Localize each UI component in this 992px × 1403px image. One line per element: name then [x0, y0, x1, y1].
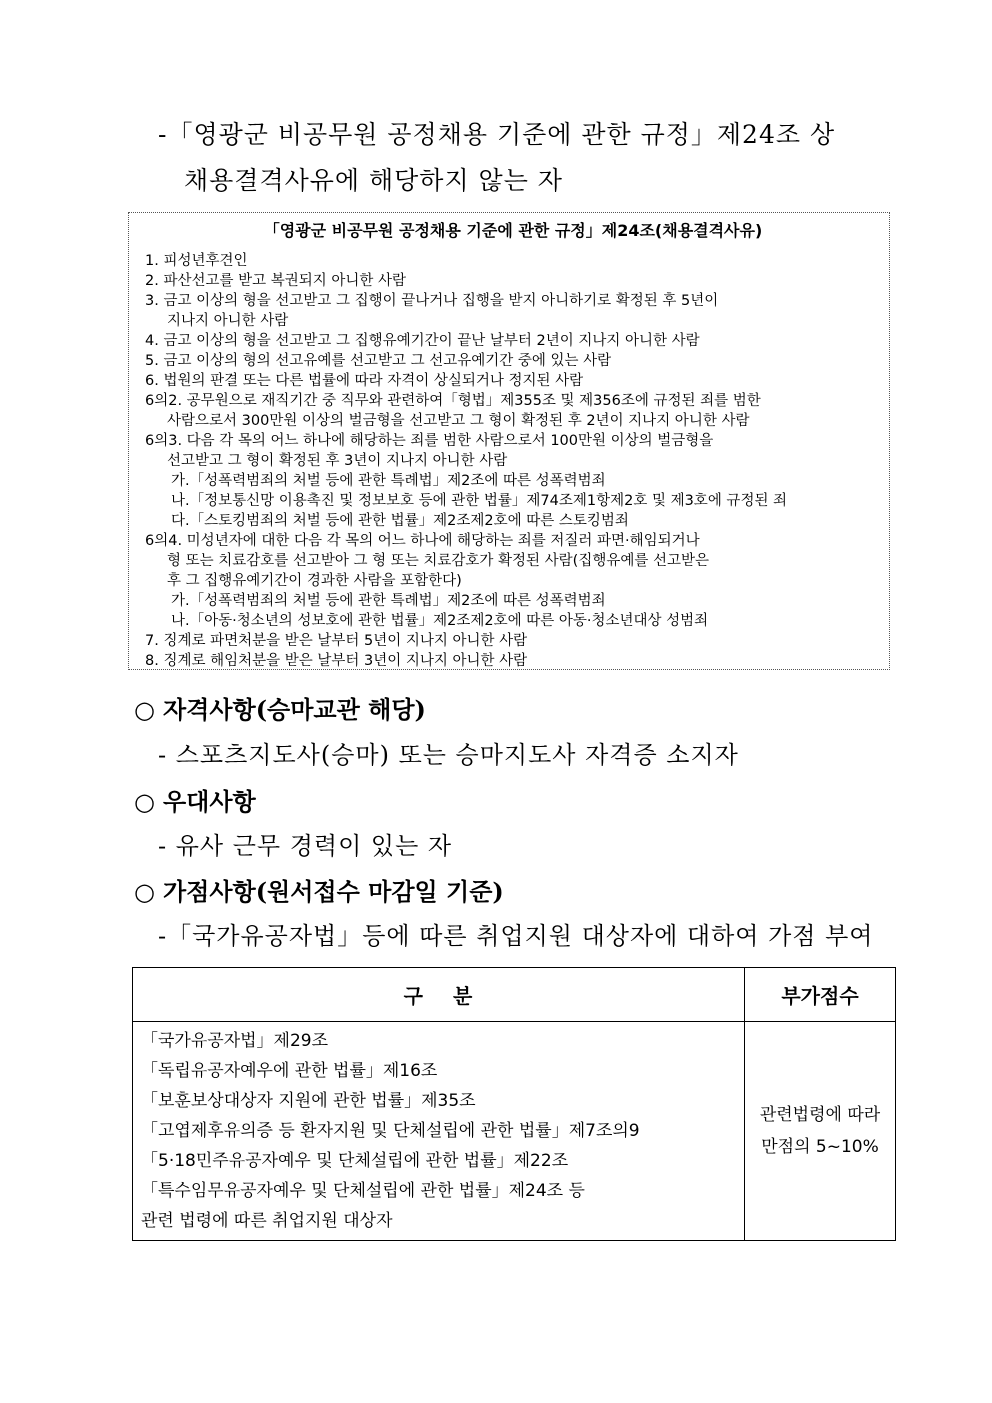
- section-heading-preference: [134, 782, 256, 817]
- header-score: 부가점수: [745, 968, 896, 1022]
- law-line: 관련 법령에 따른 취업지원 대상자: [141, 1211, 393, 1231]
- list-item: 3. 금고 이상의 형을 선고받고 그 집행이 끝나거나 집행을 받지 아니하기로 확정된 후 5년이: [145, 293, 719, 309]
- score-cell: [745, 1022, 896, 1241]
- circle-bullet-icon: ○: [134, 696, 155, 724]
- list-item: 1. 피성년후견인: [145, 253, 248, 269]
- score-line-1: 관련법령에 따라: [759, 1105, 881, 1125]
- section-title: 가점사항(원서접수 마감일 기준): [162, 877, 504, 906]
- score-line-2: 만점의 5~10%: [761, 1137, 879, 1157]
- circle-bullet-icon: ○: [134, 878, 155, 906]
- intro-line-2: 채용결격사유에 해당하지 않는 자: [184, 166, 563, 195]
- bonus-points-table: [132, 967, 896, 1241]
- section-heading-qualification: [134, 690, 426, 725]
- list-item: 5. 금고 이상의 형의 선고유예를 선고받고 그 선고유예기간 중에 있는 사람: [145, 353, 612, 369]
- list-item-continuation: 사람으로서 300만원 이상의 벌금형을 선고받고 그 형이 확정된 후 2년이 지나지 아니한 사람: [167, 413, 750, 429]
- section-title: 우대사항: [162, 787, 256, 816]
- list-subitem: 다.「스토킹범죄의 처벌 등에 관한 법률」제2조제2호에 따른 스토킹범죄: [171, 513, 629, 529]
- header-category: 구분: [133, 968, 745, 1022]
- list-item-continuation: 선고받고 그 형이 확정된 후 3년이 지나지 아니한 사람: [167, 453, 508, 469]
- list-item: 6의3. 다음 각 목의 어느 하나에 해당하는 죄를 범한 사람으로서 100만원 이상의 벌금형을: [145, 433, 714, 449]
- laws-cell: [133, 1022, 745, 1241]
- table-row: [133, 1022, 896, 1241]
- list-subitem: 가.「성폭력범죄의 처벌 등에 관한 특례법」제2조에 따른 성폭력범죄: [171, 593, 606, 609]
- law-line: 「특수임무유공자예우 및 단체설립에 관한 법률」제24조 등: [141, 1181, 585, 1201]
- list-item: 8. 징계로 해임처분을 받은 날부터 3년이 지나지 아니한 사람: [145, 653, 528, 669]
- section-detail-preference: - 유사 근무 경력이 있는 자: [158, 832, 453, 860]
- section-detail-qualification: - 스포츠지도사(승마) 또는 승마지도사 자격증 소지자: [158, 741, 739, 769]
- list-subitem: 가.「성폭력범죄의 처벌 등에 관한 특례법」제2조에 따른 성폭력범죄: [171, 473, 606, 489]
- list-item: 7. 징계로 파면처분을 받은 날부터 5년이 지나지 아니한 사람: [145, 633, 528, 649]
- list-item-continuation: 형 또는 치료감호를 선고받아 그 형 또는 치료감호가 확정된 사람(집행유예를 선고받은: [167, 553, 709, 569]
- list-item: 6의2. 공무원으로 재직기간 중 직무와 관련하여「형법」제355조 및 제356조에 규정된 죄를 범한: [145, 393, 761, 409]
- box-title: 「영광군 비공무원 공정채용 기준에 관한 규정」제24조(채용결격사유): [263, 221, 763, 240]
- intro-paragraph: [158, 112, 918, 204]
- law-line: 「독립유공자예우에 관한 법률」제16조: [141, 1061, 438, 1081]
- law-line: 「보훈보상대상자 지원에 관한 법률」제35조: [141, 1091, 476, 1111]
- circle-bullet-icon: ○: [134, 788, 155, 816]
- list-subitem: 나.「정보통신망 이용촉진 및 정보보호 등에 관한 법률」제74조제1항제2호 및 제3호에 규정된 죄: [171, 493, 788, 509]
- section-title: 자격사항(승마교관 해당): [162, 695, 426, 724]
- law-line: 「5·18민주유공자예우 및 단체설립에 관한 법률」제22조: [141, 1151, 569, 1171]
- list-item: 6의4. 미성년자에 대한 다음 각 목의 어느 하나에 해당하는 죄를 저질러 파면·해임되거나: [145, 533, 700, 549]
- list-item: 6. 법원의 판결 또는 다른 법률에 따라 자격이 상실되거나 정지된 사람: [145, 373, 584, 389]
- list-item-continuation: 지나지 아니한 사람: [167, 313, 289, 329]
- law-line: 「국가유공자법」제29조: [141, 1031, 329, 1051]
- section-detail-bonus: -「국가유공자법」등에 따른 취업지원 대상자에 대하여 가점 부여: [158, 922, 874, 950]
- list-item: 2. 파산선고를 받고 복권되지 아니한 사람: [145, 273, 406, 289]
- law-line: 「고엽제후유의증 등 환자지원 및 단체설립에 관한 법률」제7조의9: [141, 1121, 640, 1141]
- list-item-continuation: 후 그 집행유예기간이 경과한 사람을 포함한다): [167, 573, 462, 589]
- disqualification-list: [145, 251, 881, 671]
- list-item: 4. 금고 이상의 형을 선고받고 그 집행유예기간이 끝난 날부터 2년이 지나지 아니한 사람: [145, 333, 700, 349]
- table-header-row: [133, 968, 896, 1022]
- section-heading-bonus: [134, 872, 504, 907]
- list-subitem: 나.「아동·청소년의 성보호에 관한 법률」제2조제2호에 따른 아동·청소년대상 성범죄: [171, 613, 709, 629]
- intro-line-1: -「영광군 비공무원 공정채용 기준에 관한 규정」제24조 상: [158, 120, 836, 149]
- disqualification-box: [128, 212, 890, 670]
